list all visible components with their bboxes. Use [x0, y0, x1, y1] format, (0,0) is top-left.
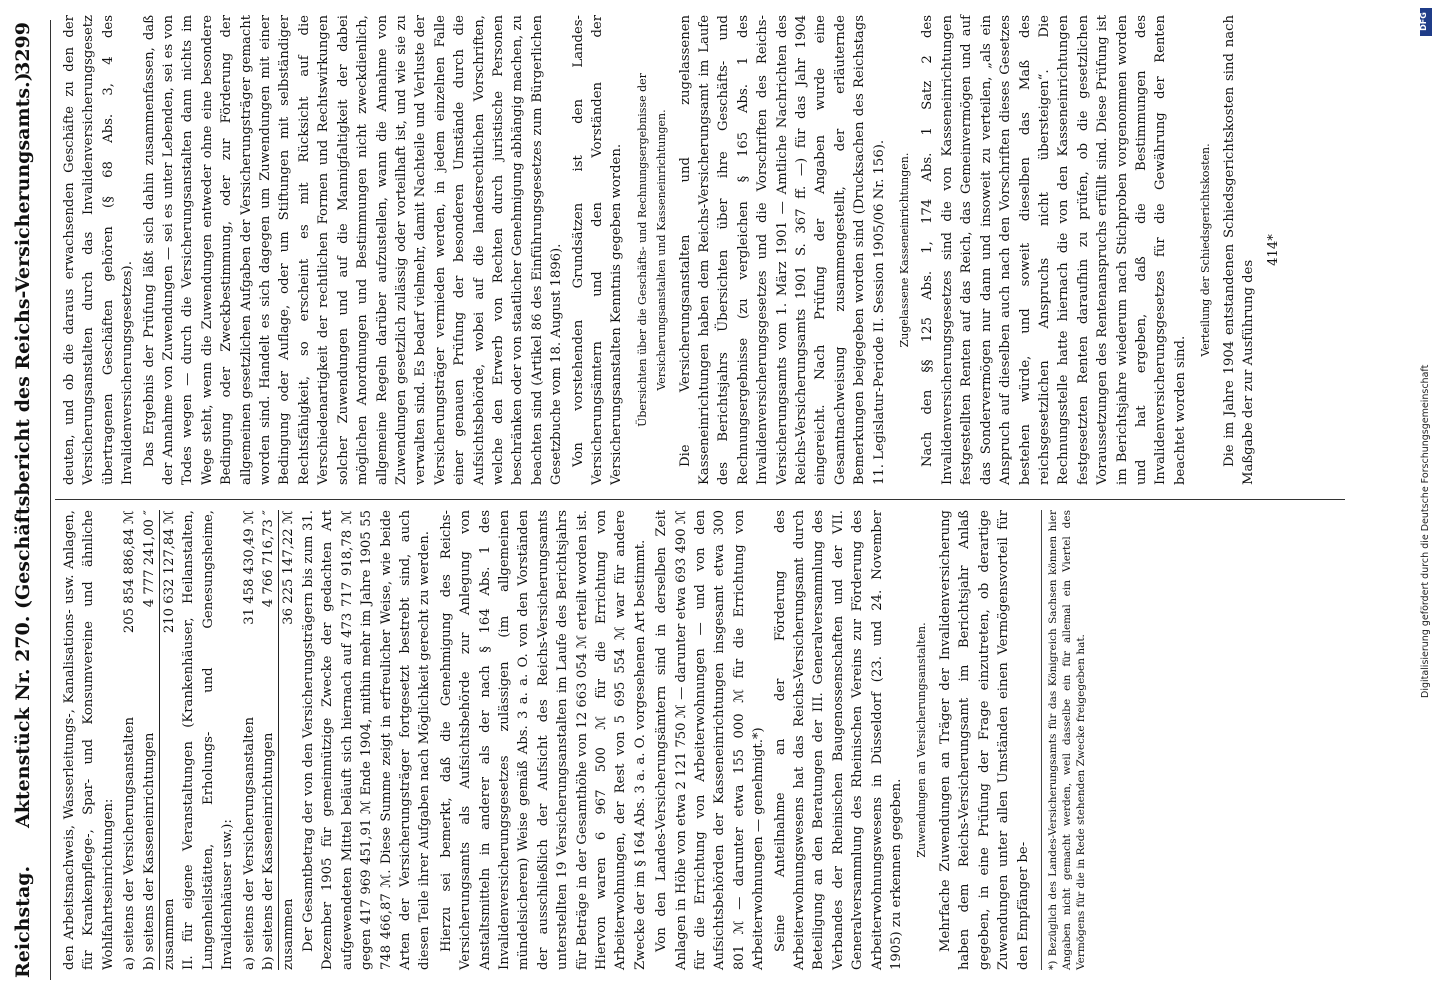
page-number: 3299 — [12, 22, 34, 75]
digitization-note-text: Digitalisierung gefördert durch die Deutsche Forschungsgemeinschaft — [1420, 364, 1431, 698]
amount-label: b) seitens der Kasseneinrichtungen — [261, 732, 277, 970]
paragraph: Der Gesamtbetrag der von den Versicherungsträgern bis zum 31. Dezember 1905 für gemeinnützige Zwecke der gedachten Art aufgewendeten Mittel beläuft sich hiernach auf 473 717 918,78 ℳ gegen 417 969 451,91 ℳ Ende 1904, mithin mehr im Jahre 1905 55 748 466,87 ℳ. Diese Summe zeigt in erfreulicher Weise, wie beide Arten der Versicherungsträger fortgesetzt bestrebt sind, auch diesen Teile ihrer Aufgaben nach Möglichkeit gerecht zu werden. — [300, 510, 433, 970]
paragraph: Seine Anteilnahme an der Förderung des Arbeiterwohnungswesens hat das Reichs-Versicherungsamt durch Beteiligung an den Beratungen der III. Generalversammlung des Verbandes der Rheinischen Baugenossenschaften und der VII. Generalversammlung des Rheinischen Vereins zur Förderung des Arbeiterwohnungswesens in Düsseldorf (23. und 24. November 1905) zu erkennen gegeben. — [772, 510, 905, 970]
amount-row — [259, 510, 278, 970]
sum-value: 36 225 147,22 ℳ — [281, 510, 297, 625]
amount-row — [240, 510, 259, 970]
sum-label: zusammen — [162, 898, 178, 970]
paragraph: Hierzu sei bemerkt, daß die Genehmigung des Reichs-Versicherungsamts als Aufsichtsbehörde zur Anlegung von Anstaltsmitteln in anderer als der nach § 164 Abs. 1 des Invalidenversicherungsgesetzes zulässigen (im allgemeinen mündelsicheren) Weise gemäß Abs. 3 a. a. O. von den Vorständen der ausschließlich der Aufsicht des Reichs-Versicherungsamts unterstellten 19 Versicherungsanstalten im Laufe des Berichtsjahrs für Beträge in der Gesamthöhe von 12 663 054 ℳ erteilt worden ist. Hiervon waren 6 967 500 ℳ für die Errichtung von Arbeiterwohnungen, der Rest von 5 695 554 ℳ war für andere Zwecke der im § 164 Abs. 3 a. a. O. vorgesehenen Art bestimmt. — [438, 510, 648, 970]
section-heading: Zugelassene Kasseneinrichtungen. — [898, 152, 912, 348]
amount-value: 4 777 241,00 ″ — [141, 510, 157, 608]
running-header — [12, 22, 48, 978]
paragraph: Mehrfache Zuwendungen an Träger der Invalidenversicherung haben dem Reichs-Versicherungsamt im Berichtsjahr Anlaß gegeben, in eine Prüfung der Frage einzutreten, ob derartige Zuwendungen unter allen Umständen einen Vermögensvorteil für den Empfänger be- — [937, 510, 1031, 970]
amount-row — [120, 510, 139, 970]
amount-value: 4 766 716,73 ″ — [261, 510, 277, 608]
sum-row — [278, 510, 298, 970]
paragraph: Das Ergebnis der Prüfung läßt sich dahin zusammenfassen, daß der Annahme von Zuwendungen — sei es unter Lebenden, sei es von Todes wegen — durch die Versicherungsanstalten dann nichts im Wege steht, wenn die Zuwendungen entweder ohne eine besondere Bedingung oder Zweckbestimmung, oder zur Förderung der allgemeinen gesetzlichen Aufgaben der Versicherungsträger gemacht worden sind. Handelt es sich dagegen um Zuwendungen mit einer Bedingung oder Auflage, oder um Stiftungen mit selbständiger Rechtsfähigkeit, so erscheint es mit Rücksicht auf die Verschiedenartigkeit der rechtlichen Formen und Rechtswirkungen solcher Zuwendungen und auf die Mannigfaltigkeit der dabei möglichen Anordnungen und Bestimmungen nicht zweckdienlich, allgemeine Regeln darüber aufzustellen, wann die Annahme von Zuwendungen gesetzlich zulässig oder vorteilhaft ist, und wie sie zu verwalten sind. Es bedarf vielmehr, damit Nachteile und Verluste der Versicherungsträger vermieden werden, in jedem einzelnen Falle einer genauen Prüfung der besonderen Umstände durch die Aufsichtsbehörde, wobei auf die landesrechtlichen Vorschriften, welche den Erwerb von Rechten durch juristische Personen beschränken oder von staatlicher Genehmigung abhängig machen, zu beachten sind (Artikel 86 des Einführungsgesetzes zum Bürgerlichen Gesetzbuche vom 18. August 1896). — [141, 15, 565, 485]
paragraph: Die Versicherungsanstalten und zugelassenen Kasseneinrichtungen haben dem Reichs-Versicherungsamt im Laufe des Berichtsjahrs Übersichten über ihre Geschäfts- und Rechnungsergebnisse (zu vergleichen § 165 Abs. 1 des Invalidenversicherungsgesetzes und die Vorschriften des Reichs-Versicherungsamts vom 1. März 1901 — Amtliche Nachrichten des Reichs-Versicherungsamts 1901 S. 367 ff. —) für das Jahr 1904 eingereicht. Nach Prüfung der Angaben wurde eine Gesamtnachweisung zusammengestellt, der erläuternde Bemerkungen beigegeben worden sind (Drucksachen des Reichstags 11. Legislatur-Periode II. Session 1905/06 Nr. 156). — [677, 15, 887, 485]
paragraph: Von den Landes-Versicherungsämtern sind in derselben Zeit Anlagen in Höhe von etwa 2 121 750 ℳ — darunter etwa 693 490 ℳ für die Errichtung von Arbeiterwohnungen — und von den Aufsichtsbehörden der Kasseneinrichtungen insgesamt etwa 300 801 ℳ — darunter etwa 155 000 ℳ für die Errichtung von Arbeiterwohnungen — genehmigt.*) — [654, 510, 767, 970]
sheet-signature: 414* — [1266, 234, 1282, 266]
digitization-note — [1418, 8, 1434, 998]
amount-label: a) seitens der Versicherungsanstalten — [241, 717, 257, 970]
amount-value: 31 458 430,49 ℳ — [241, 510, 257, 625]
paragraph: Von vorstehenden Grundsätzen ist den Landes-Versicherungsämtern und den Vorständen der Versicherungsanstalten Kenntnis gegeben worden. — [570, 15, 625, 485]
right-column — [60, 15, 1286, 485]
paragraph: Nach den §§ 125 Abs. 1, 174 Abs. 1 Satz 2 des Invalidenversicherungsgesetzes sind die von Kasseneinrichtungen festgestellten Renten auf das Reich, das Gemeinvermögen und auf das Sondervermögen nur dann und insoweit zu verteilen, „als ein Anspruch auf dieselben auch nach den Vorschriften dieses Gesetzes bestehen würde, und soweit dieselben das Maß des reichsgesetzlichen Anspruchs nicht übersteigen“. Die Rechnungsstelle hatte hiernach die von den Kasseneinrichtungen festgesetzten Renten daraufhin zu prüfen, ob die gesetzlichen Voraussetzungen des Rentenanspruchs erfüllt sind. Diese Prüfung ist im Berichtsjahre wiederum nach Stichproben vorgenommen worden und hat ergeben, daß die Bestimmungen des Invalidenversicherungsgesetzes für die Gewährung der Renten beachtet worden sind. — [920, 15, 1188, 485]
amount-row — [140, 510, 159, 970]
header-left: Reichstag. — [12, 865, 34, 978]
sum-label: zusammen — [281, 898, 297, 970]
column-rule — [55, 499, 1345, 500]
intro-text: den Arbeitsnachweis, Wasserleitungs-, Kanalisations- usw. Anlagen, für Krankenpflege-, Spar- und Konsumvereine und ähnliche Wohlfahrtseinrichtungen: — [62, 510, 116, 970]
amount-value: 205 854 886,84 ℳ — [122, 510, 138, 634]
paragraph: Die im Jahre 1904 entstandenen Schiedsgerichtskosten sind nach Maßgabe der zur Ausführung des — [1221, 15, 1256, 485]
amount-label: a) seitens der Versicherungsanstalten — [122, 717, 138, 970]
footnote: *) Bezüglich des Landes-Versicherungsamts für das Königreich Sachsen können hier Angaben nicht gemacht werden, weil dasselbe ein für allemal ein Viertel des Vermögens für die in Rede stehenden Zwecke freigegeben hat. — [1041, 510, 1088, 970]
section-heading: Zuwendungen an Versicherungsanstalten. — [915, 622, 929, 858]
paragraph: deuten, und ob die daraus erwachsenden Geschäfte zu den der Versicherungsanstalten durch das Invalidenversicherungsgesetz übertragenen Geschäften gehören (§ 68 Abs. 3, 4 des Invalidenversicherungsgesetzes). — [62, 15, 136, 485]
sum-value: 210 632 127,84 ℳ — [162, 510, 178, 634]
section-two: II. für eigene Veranstaltungen (Krankenhäuser, Heilanstalten, Lungenheilstätten, Erholungs- und Genesungsheime, Invalidenhäuser usw.): — [181, 510, 236, 970]
amount-label: b) seitens der Kasseneinrichtungen — [141, 732, 157, 970]
dfg-logo-text: DFG — [1418, 12, 1428, 31]
left-column — [60, 510, 1090, 970]
sum-row — [159, 510, 179, 970]
header-title: Aktenstück Nr. 270. (Geschäftsbericht des Reichs-Versicherungsamts.) — [12, 72, 34, 828]
section-heading: Übersichten über die Geschäfts- und Rechnungsergebnisse der Versicherungsanstalten und Kasseneinrichtungen. — [635, 73, 669, 427]
header-rule — [50, 20, 51, 980]
section-heading: Verteilung der Schiedsgerichtskosten. — [1199, 143, 1213, 357]
dfg-logo — [1420, 8, 1432, 36]
